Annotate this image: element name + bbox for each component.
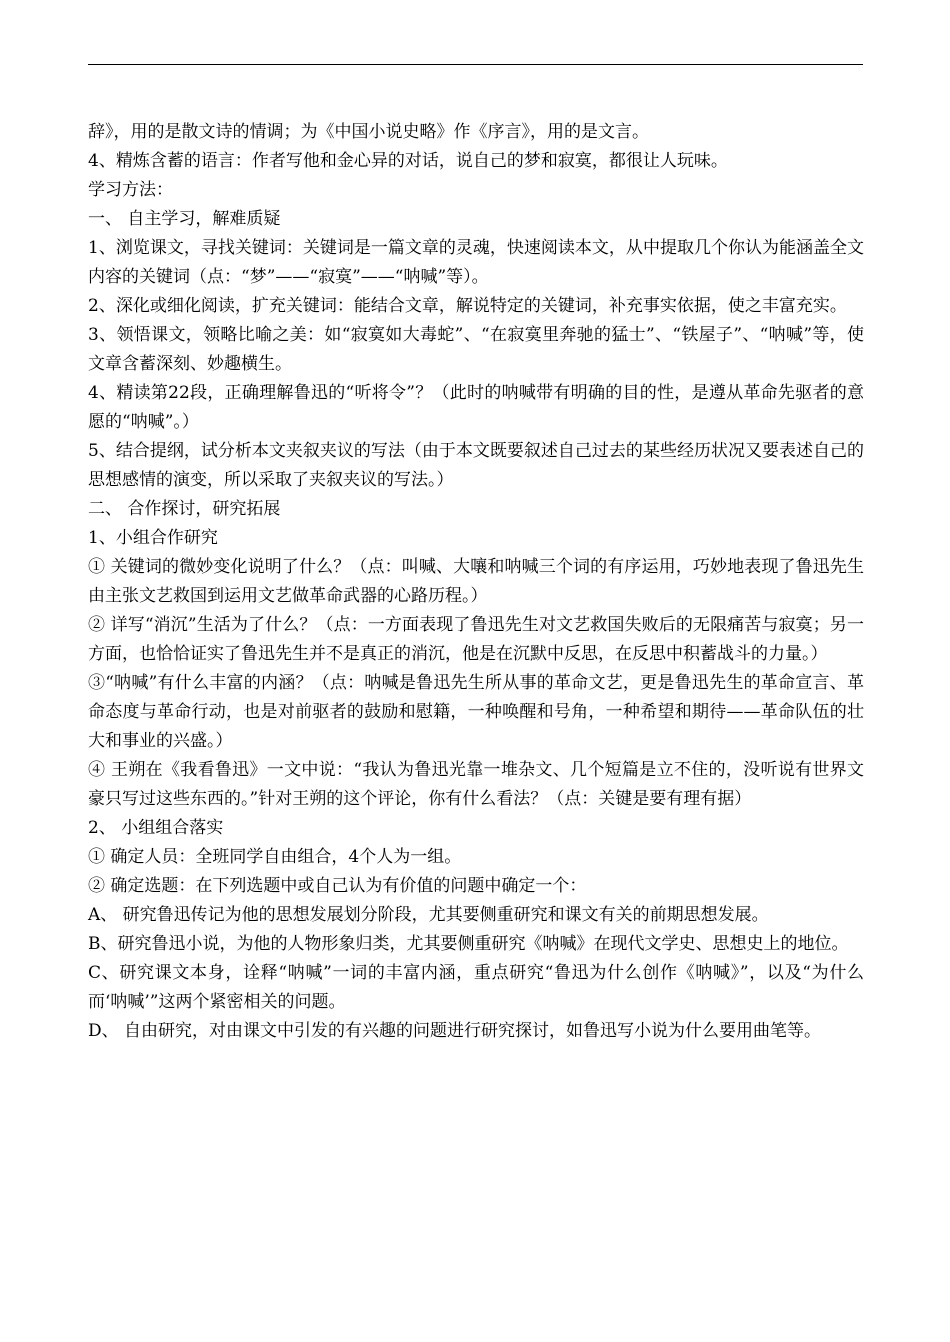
subheading-group-implementation: 2、 小组组合落实 (88, 818, 224, 838)
paragraph-section-22: 4、精读第22段，正确理解鲁迅的“听将令”？（此时的呐喊带有明确的目的性，是遵从革命先驱者的意愿的“呐喊”。） (88, 383, 864, 432)
paragraph-question-1: ① 关键词的微妙变化说明了什么？（点：叫喊、大嚷和呐喊三个词的有序运用，巧妙地表现了鲁迅先生由主张文艺救国到运用文艺做革命武器的心路历程。） (88, 557, 864, 606)
heading-cooperative-study: 二、 合作探讨，研究拓展 (88, 499, 281, 519)
paragraph-topic-b: B、研究鲁迅小说，为他的人物形象归类，尤其要侧重研究《呐喊》在现代文学史、思想史上的地位。 (88, 934, 849, 954)
heading-self-study: 一、 自主学习，解难质疑 (88, 209, 281, 229)
paragraph-question-2: ② 详写“消沉”生活为了什么？（点：一方面表现了鲁迅先生对文艺救国失败后的无限痛苦与寂寞；另一方面，也恰恰证实了鲁迅先生并不是真正的消沉，他是在沉默中反思，在反思中积蓄战斗的力量。） (88, 615, 864, 664)
paragraph-topic-a: A、 研究鲁迅传记为他的思想发展划分阶段，尤其要侧重研究和课文有关的前期思想发展。 (88, 905, 769, 925)
paragraph-language-point: 4、精炼含蓄的语言：作者写他和金心异的对话，说自己的梦和寂寞，都很让人玩味。 (88, 151, 728, 171)
paragraph-outline: 5、结合提纲，试分析本文夹叙夹议的写法（由于本文既要叙述自己过去的某些经历状况又要表述自己的思想感情的演变，所以采取了夹叙夹议的写法。） (88, 441, 864, 490)
paragraph-keywords: 1、浏览课文，寻找关键词：关键词是一篇文章的灵魂，快速阅读本文，从中提取几个你认为能涵盖全文内容的关键词（点：“梦”——“寂寞”——“呐喊”等）。 (88, 238, 864, 287)
paragraph-metaphor: 3、领悟课文，领略比喻之美：如“寂寞如大毒蛇”、“在寂寞里奔驰的猛士”、“铁屋子”、“呐喊”等，使文章含蓄深刻、妙趣横生。 (88, 325, 864, 374)
header-rule (88, 64, 863, 65)
document-body (88, 118, 864, 1046)
paragraph-question-4: ④ 王朔在《我看鲁迅》一文中说：“我认为鲁迅光靠一堆杂文、几个短篇是立不住的，没听说有世界文豪只写过这些东西的。”针对王朔的这个评论，你有什么看法？（点：关键是要有理有据） (88, 760, 864, 809)
paragraph-confirm-members: ① 确定人员：全班同学自由组合，4个人为一组。 (88, 847, 462, 867)
paragraph-question-3: ③“呐喊”有什么丰富的内涵？（点：呐喊是鲁迅先生所从事的革命文艺，更是鲁迅先生的革命宣言、革命态度与革命行动，也是对前驱者的鼓励和慰籍，一种唤醒和号角，一种希望和期待——革命队伍的壮大和事业的兴盛。） (88, 673, 864, 751)
paragraph-deepen-reading: 2、深化或细化阅读，扩充关键词：能结合文章，解说特定的关键词，补充事实依据，使之丰富充实。 (88, 296, 847, 316)
paragraph-topic-c: C、研究课文本身，诠释“呐喊”一词的丰富内涵，重点研究“鲁迅为什么创作《呐喊》”，以及“为什么而‘呐喊’”这两个紧密相关的问题。 (88, 963, 864, 1012)
paragraph-topic-d: D、 自由研究，对由课文中引发的有兴趣的问题进行研究探讨，如鲁迅写小说为什么要用曲笔等。 (88, 1021, 822, 1041)
heading-study-methods: 学习方法： (88, 180, 173, 200)
paragraph-confirm-topic: ② 确定选题：在下列选题中或自己认为有价值的问题中确定一个： (88, 876, 587, 896)
subheading-group-research: 1、小组合作研究 (88, 528, 218, 548)
paragraph-preface-styles: 辞》，用的是散文诗的情调；为《中国小说史略》作《序言》，用的是文言。 (88, 122, 649, 142)
